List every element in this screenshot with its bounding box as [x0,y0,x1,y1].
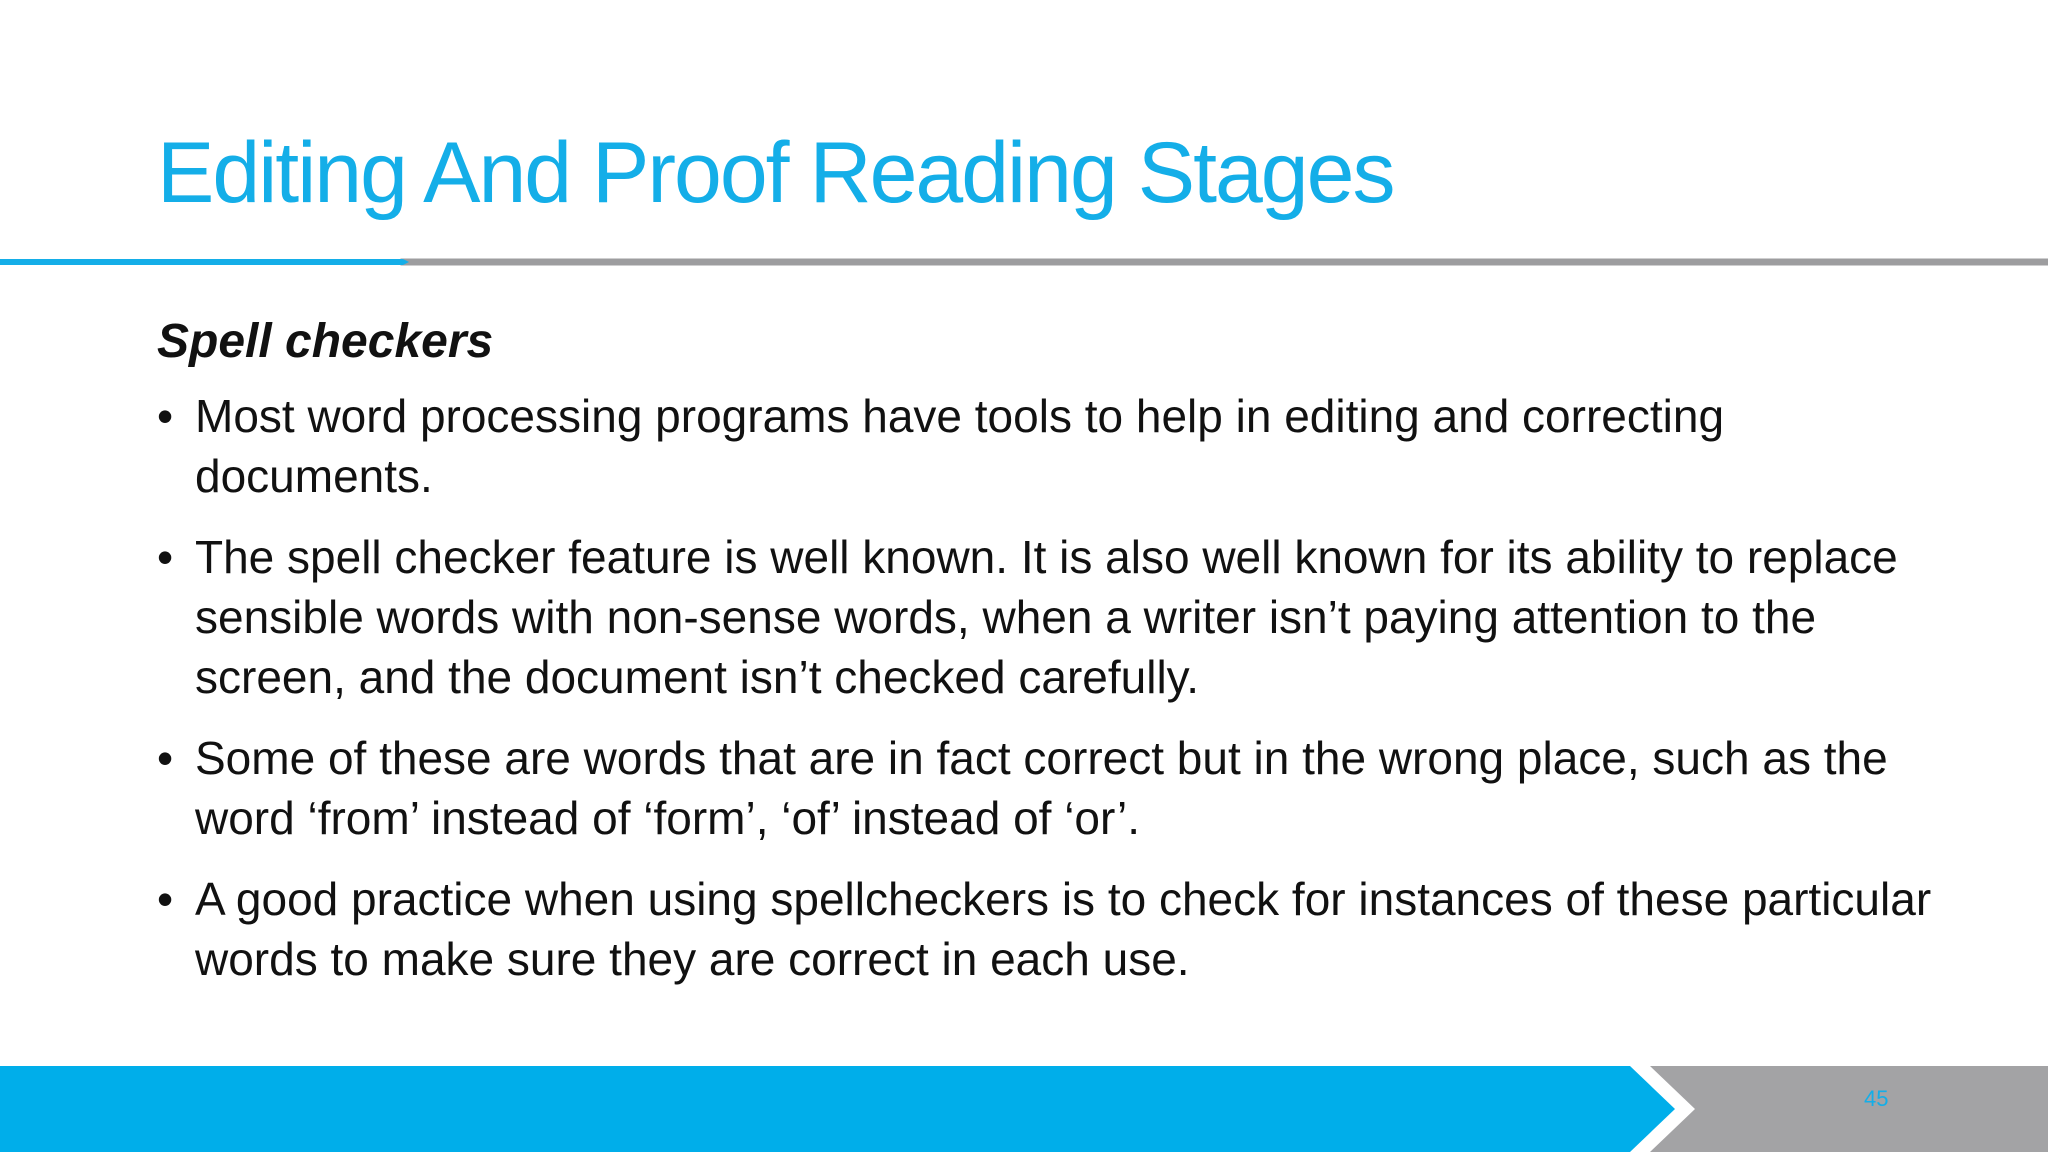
footer-bar [0,1066,2048,1152]
section-subheading: Spell checkers [157,315,494,368]
bullet-text: Some of these are words that are in fact correct but in the wrong place, such as the word ‘from’ instead of ‘form’, ‘of’ instead of ‘or’. [195,732,1888,844]
bullet-item [157,869,1937,989]
header-divider [0,256,2048,268]
bullet-dot-icon: • [157,732,174,784]
footer-gray-chevron [1650,1066,2048,1152]
bullet-dot-icon: • [157,873,174,925]
header-divider-gray [400,259,2048,266]
bullet-text: The spell checker feature is well known. It is also well known for its ability to replace sensible words with non-sense words, when a writer isn’t paying attention to the screen, and the document isn’t checked carefully. [195,531,1898,703]
footer-blue-band [0,1066,1675,1152]
bullet-text: Most word processing programs have tools to help in editing and correcting documents. [195,390,1725,502]
page-number: 45 [1864,1086,1889,1111]
bullet-item [157,386,1937,506]
bullet-dot-icon: • [157,531,174,583]
slide-body [157,312,1937,1010]
header-divider-blue [0,259,409,265]
bullet-item [157,728,1937,848]
bullet-dot-icon: • [157,390,174,442]
slide-title: Editing And Proof Reading Stages [157,125,1394,221]
bullet-item [157,527,1937,707]
bullet-text: A good practice when using spellcheckers is to check for instances of these particular words to make sure they are correct in each use. [195,873,1932,985]
bullet-list [157,386,1937,989]
